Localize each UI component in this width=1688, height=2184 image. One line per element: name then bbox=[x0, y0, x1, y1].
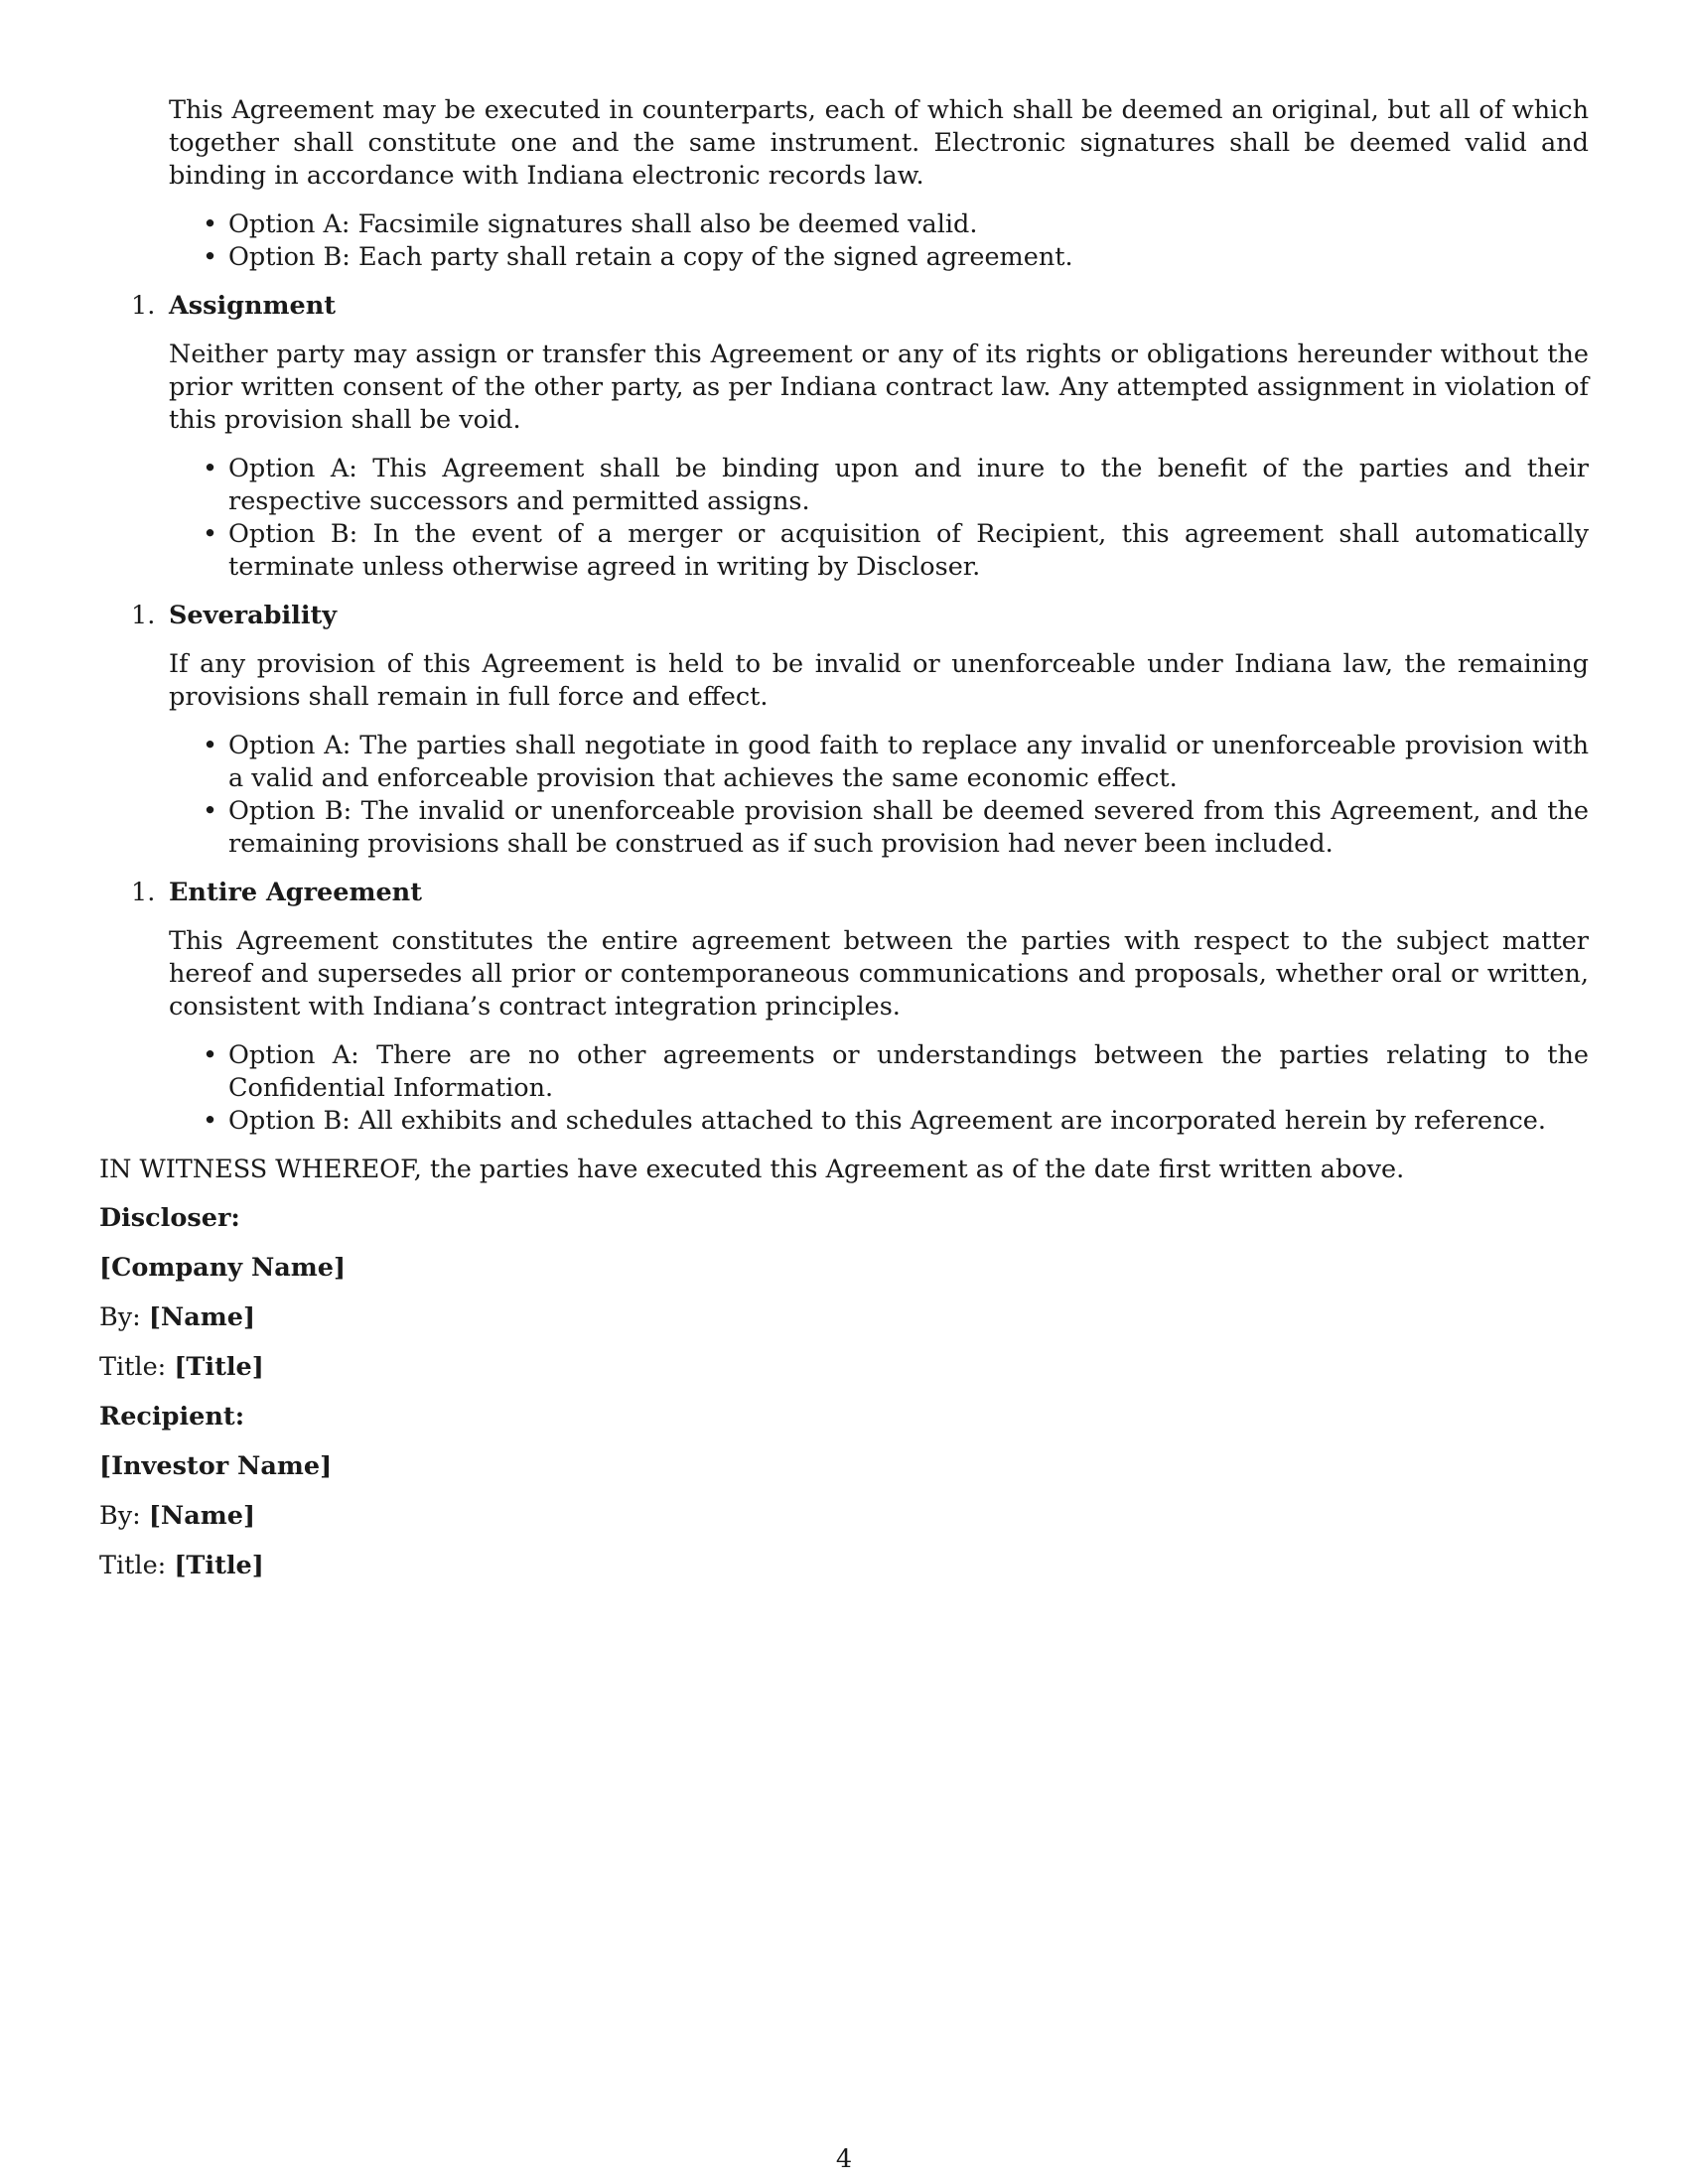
by-label: By: bbox=[99, 1501, 141, 1531]
bullet-icon: • bbox=[203, 454, 218, 483]
list-item bbox=[203, 1039, 1589, 1105]
title-label: Title: bbox=[99, 1551, 167, 1580]
section-title: Assignment bbox=[169, 291, 337, 321]
bullet-icon: • bbox=[203, 731, 218, 760]
list-item bbox=[203, 795, 1589, 861]
recipient-signer-name: [Name] bbox=[148, 1501, 256, 1531]
section-heading bbox=[131, 290, 1589, 323]
option-text: Option A: There are no other agreements or understandings between the parties relating to the Confidential Information. bbox=[228, 1040, 1589, 1103]
section-number: 1. bbox=[131, 878, 156, 907]
option-text: Option B: The invalid or unenforceable provision shall be deemed severed from this Agreement, and the remaining provisions shall be construed as if such provision had never been included. bbox=[228, 796, 1589, 859]
recipient-entity: [Investor Name] bbox=[99, 1451, 333, 1481]
option-text: Option A: Facsimile signatures shall also be deemed valid. bbox=[228, 209, 978, 239]
counterparts-options bbox=[169, 208, 1589, 274]
recipient-title-line bbox=[99, 1550, 1589, 1582]
bullet-icon: • bbox=[203, 519, 218, 549]
bullet-icon: • bbox=[203, 242, 218, 272]
discloser-title-line bbox=[99, 1351, 1589, 1384]
recipient-signer-title: [Title] bbox=[174, 1551, 264, 1580]
discloser-by-line bbox=[99, 1301, 1589, 1334]
discloser-heading: Discloser: bbox=[99, 1203, 240, 1233]
by-label: By: bbox=[99, 1302, 141, 1332]
section-heading bbox=[131, 877, 1589, 909]
section-number: 1. bbox=[131, 291, 156, 321]
bullet-icon: • bbox=[203, 1106, 218, 1136]
discloser-signer-title: [Title] bbox=[174, 1352, 264, 1382]
section-assignment bbox=[131, 290, 1589, 584]
list-item bbox=[203, 730, 1589, 795]
section-title: Entire Agreement bbox=[169, 878, 422, 907]
option-text: Option B: All exhibits and schedules attached to this Agreement are incorporated herein by reference. bbox=[228, 1106, 1547, 1136]
section-options bbox=[169, 1039, 1589, 1138]
discloser-signature-block bbox=[99, 1202, 1589, 1384]
section-heading bbox=[131, 600, 1589, 632]
discloser-signer-name: [Name] bbox=[148, 1302, 256, 1332]
counterparts-text: This Agreement may be executed in counterparts, each of which shall be deemed an original, but all of which together shall constitute one and the same instrument. Electronic signatures shall be deemed valid and binding in accordance with Indiana electronic records law. bbox=[169, 95, 1589, 191]
document-page bbox=[99, 94, 1589, 1599]
list-item bbox=[203, 453, 1589, 518]
recipient-heading: Recipient: bbox=[99, 1402, 245, 1432]
bullet-icon: • bbox=[203, 209, 218, 239]
list-item bbox=[203, 1105, 1589, 1138]
bullet-icon: • bbox=[203, 1040, 218, 1070]
counterparts-section bbox=[169, 94, 1589, 274]
discloser-entity: [Company Name] bbox=[99, 1253, 347, 1283]
section-options bbox=[169, 453, 1589, 584]
section-options bbox=[169, 730, 1589, 861]
section-entire-agreement bbox=[131, 877, 1589, 1138]
option-text: Option A: The parties shall negotiate in good faith to replace any invalid or unenforceable provision with a valid and enforceable provision that achieves the same economic effect. bbox=[228, 731, 1589, 793]
list-item bbox=[203, 241, 1589, 274]
bullet-icon: • bbox=[203, 796, 218, 826]
option-text: Option A: This Agreement shall be binding upon and inure to the benefit of the parties and their respective successors and permitted assigns. bbox=[228, 454, 1589, 516]
recipient-by-line bbox=[99, 1500, 1589, 1533]
section-text: Neither party may assign or transfer this Agreement or any of its rights or obligations hereunder without the prior written consent of the other party, as per Indiana contract law. Any attempted assignment in violation of this provision shall be void. bbox=[169, 340, 1589, 435]
title-label: Title: bbox=[99, 1352, 167, 1382]
list-item bbox=[203, 208, 1589, 241]
section-title: Severability bbox=[169, 601, 338, 630]
list-item bbox=[203, 518, 1589, 584]
section-severability bbox=[131, 600, 1589, 861]
section-text: This Agreement constitutes the entire agreement between the parties with respect to the subject matter hereof and supersedes all prior or contemporaneous communications and proposals, whether oral or written, consistent with Indiana’s contract integration principles. bbox=[169, 926, 1589, 1022]
option-text: Option B: Each party shall retain a copy of the signed agreement. bbox=[228, 242, 1073, 272]
witness-statement: IN WITNESS WHEREOF, the parties have executed this Agreement as of the date first written above. bbox=[99, 1155, 1405, 1184]
section-number: 1. bbox=[131, 601, 156, 630]
section-text: If any provision of this Agreement is held to be invalid or unenforceable under Indiana law, the remaining provisions shall remain in full force and effect. bbox=[169, 649, 1589, 712]
page-number: 4 bbox=[835, 2144, 853, 2174]
recipient-signature-block bbox=[99, 1401, 1589, 1582]
option-text: Option B: In the event of a merger or acquisition of Recipient, this agreement shall automatically terminate unless otherwise agreed in writing by Discloser. bbox=[228, 519, 1589, 582]
